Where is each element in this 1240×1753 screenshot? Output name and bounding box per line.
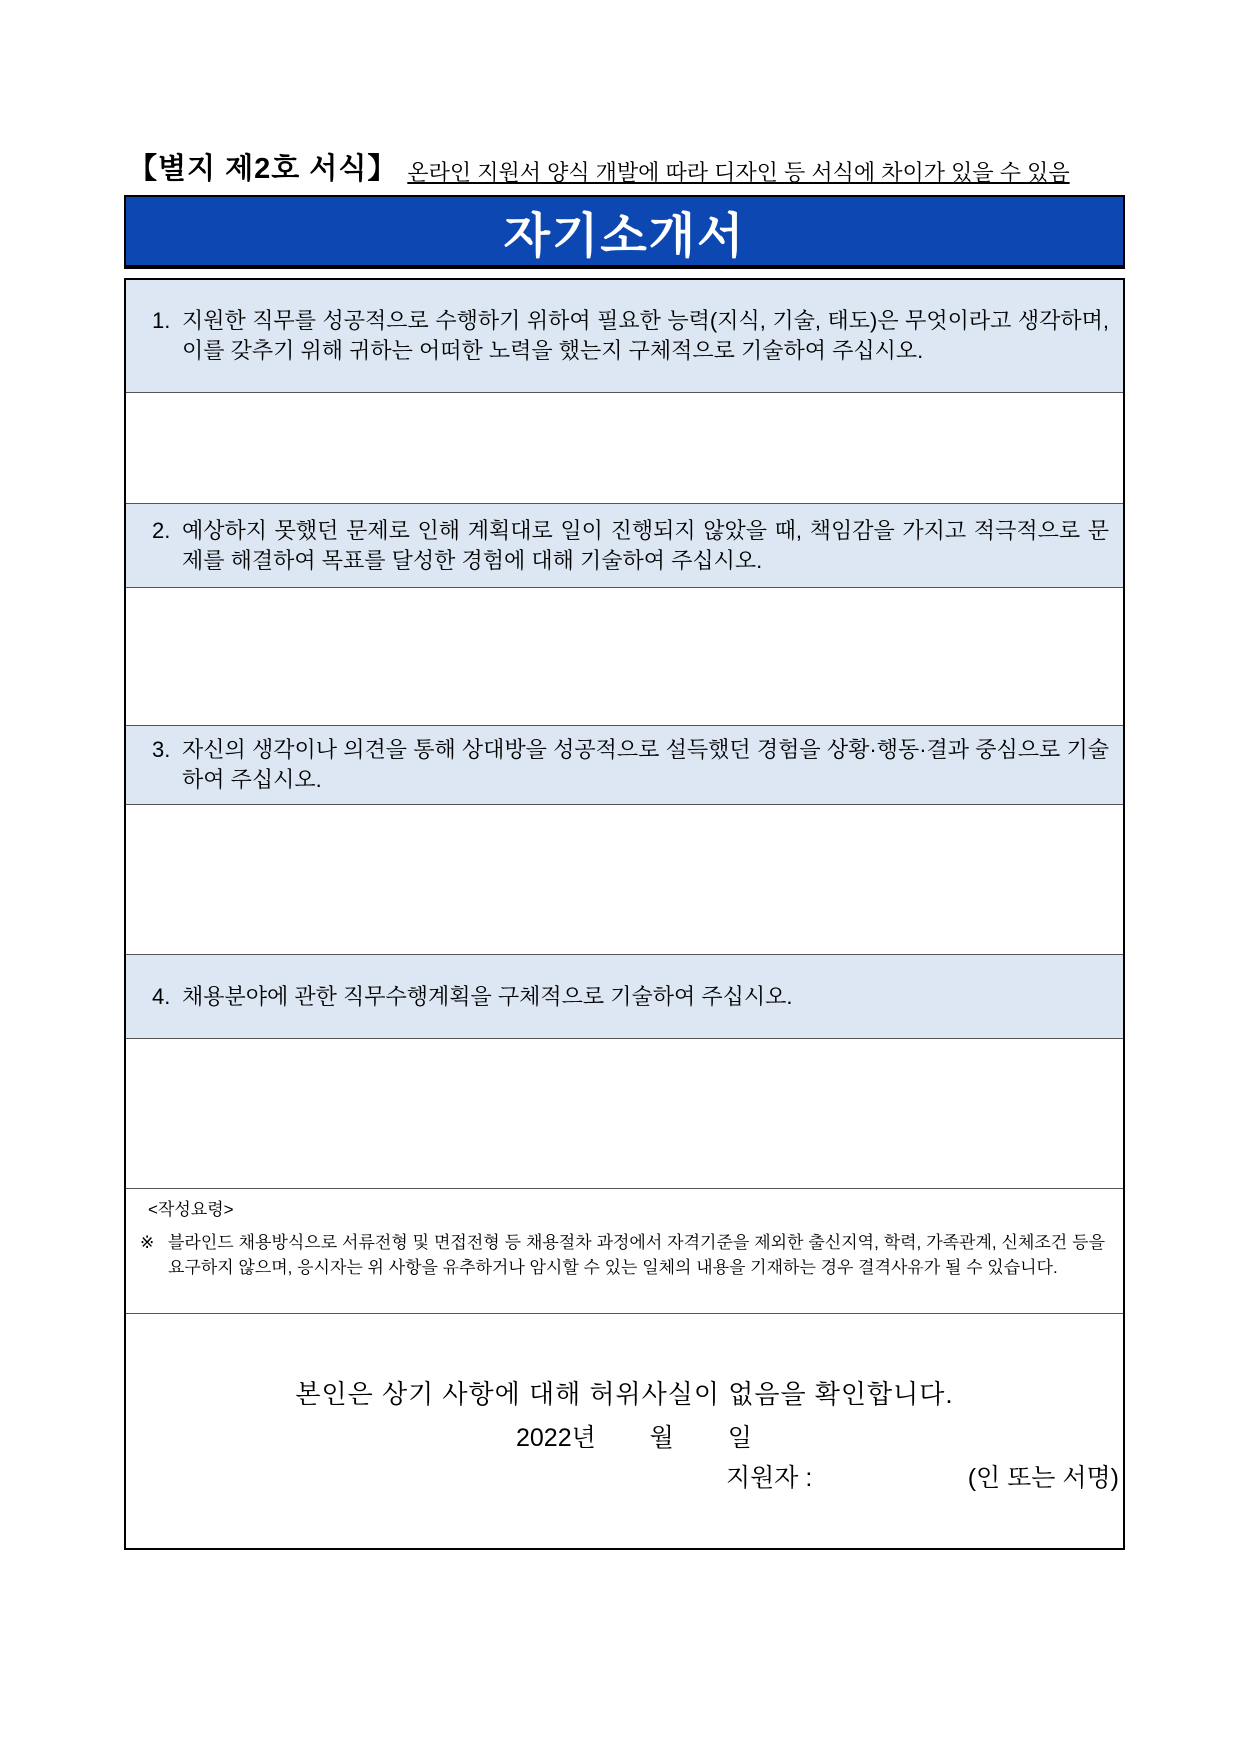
stamp-or-signature-label: (인 또는 서명): [967, 1464, 1119, 1492]
form-header: [128, 146, 1128, 187]
date-line: [516, 1418, 752, 1454]
question-row-2: [126, 504, 1123, 588]
applicant-label: 지원자 :: [726, 1464, 813, 1492]
date-month: 월: [649, 1424, 674, 1452]
question-row-4: [126, 955, 1123, 1039]
signature-section: [126, 1314, 1123, 1548]
form-table: [124, 278, 1125, 1550]
form-notice: 온라인 지원서 양식 개발에 따라 디자인 등 서식에 차이가 있을 수 있음: [407, 160, 1070, 185]
title-banner: [124, 195, 1125, 269]
answer-field-4[interactable]: [126, 1039, 1123, 1189]
question-number: 1.: [152, 308, 171, 333]
question-text: 채용분야에 관한 직무수행계획을 구체적으로 기술하여 주십시오.: [182, 983, 793, 1009]
question-text: 예상하지 못했던 문제로 인해 계획대로 일이 진행되지 않았을 때, 책임감을 가지고 적극적으로 문제를 해결하여 목표를 달성한 경험에 대해 기술하여 주십시오.: [182, 517, 1109, 573]
answer-field-3[interactable]: [126, 805, 1123, 955]
reference-mark-icon: ※: [140, 1233, 155, 1252]
question-text: 지원한 직무를 성공적으로 수행하기 위하여 필요한 능력(지식, 기술, 태도)은 무엇이라고 생각하며, 이를 갖추기 위해 귀하는 어떠한 노력을 했는지 구체적으로 기술하여 주십시오.: [182, 308, 1109, 363]
guidelines-section: [126, 1189, 1123, 1314]
page-title: 자기소개서: [503, 209, 746, 263]
question-number: 4.: [152, 983, 171, 1009]
form-tag: 【별지 제2호 서식】: [128, 153, 398, 185]
answer-field-2[interactable]: [126, 588, 1123, 726]
question-row-1: [126, 280, 1123, 393]
question-number: 2.: [152, 517, 171, 543]
guidelines-title: <작성요령>: [148, 1200, 234, 1219]
question-row-3: [126, 726, 1123, 805]
question-number: 3.: [152, 737, 171, 762]
date-day: 일: [727, 1424, 752, 1452]
guidelines-text: 블라인드 채용방식으로 서류전형 및 면접전형 등 채용절차 과정에서 자격기준을 제외한 출신지역, 학력, 가족관계, 신체조건 등을 요구하지 않으며, 응시자는 위 사항을 유추하거나 암시할 수 있는 일체의 내용을 기재하는 경우 결격사유가 될 수 있습니다.: [168, 1233, 1105, 1277]
date-year: 2022년: [516, 1424, 596, 1452]
answer-field-1[interactable]: [126, 393, 1123, 504]
confirmation-statement: 본인은 상기 사항에 대해 허위사실이 없음을 확인합니다.: [295, 1379, 954, 1409]
question-text: 자신의 생각이나 의견을 통해 상대방을 성공적으로 설득했던 경험을 상황·행동·결과 중심으로 기술하여 주십시오.: [182, 737, 1109, 792]
